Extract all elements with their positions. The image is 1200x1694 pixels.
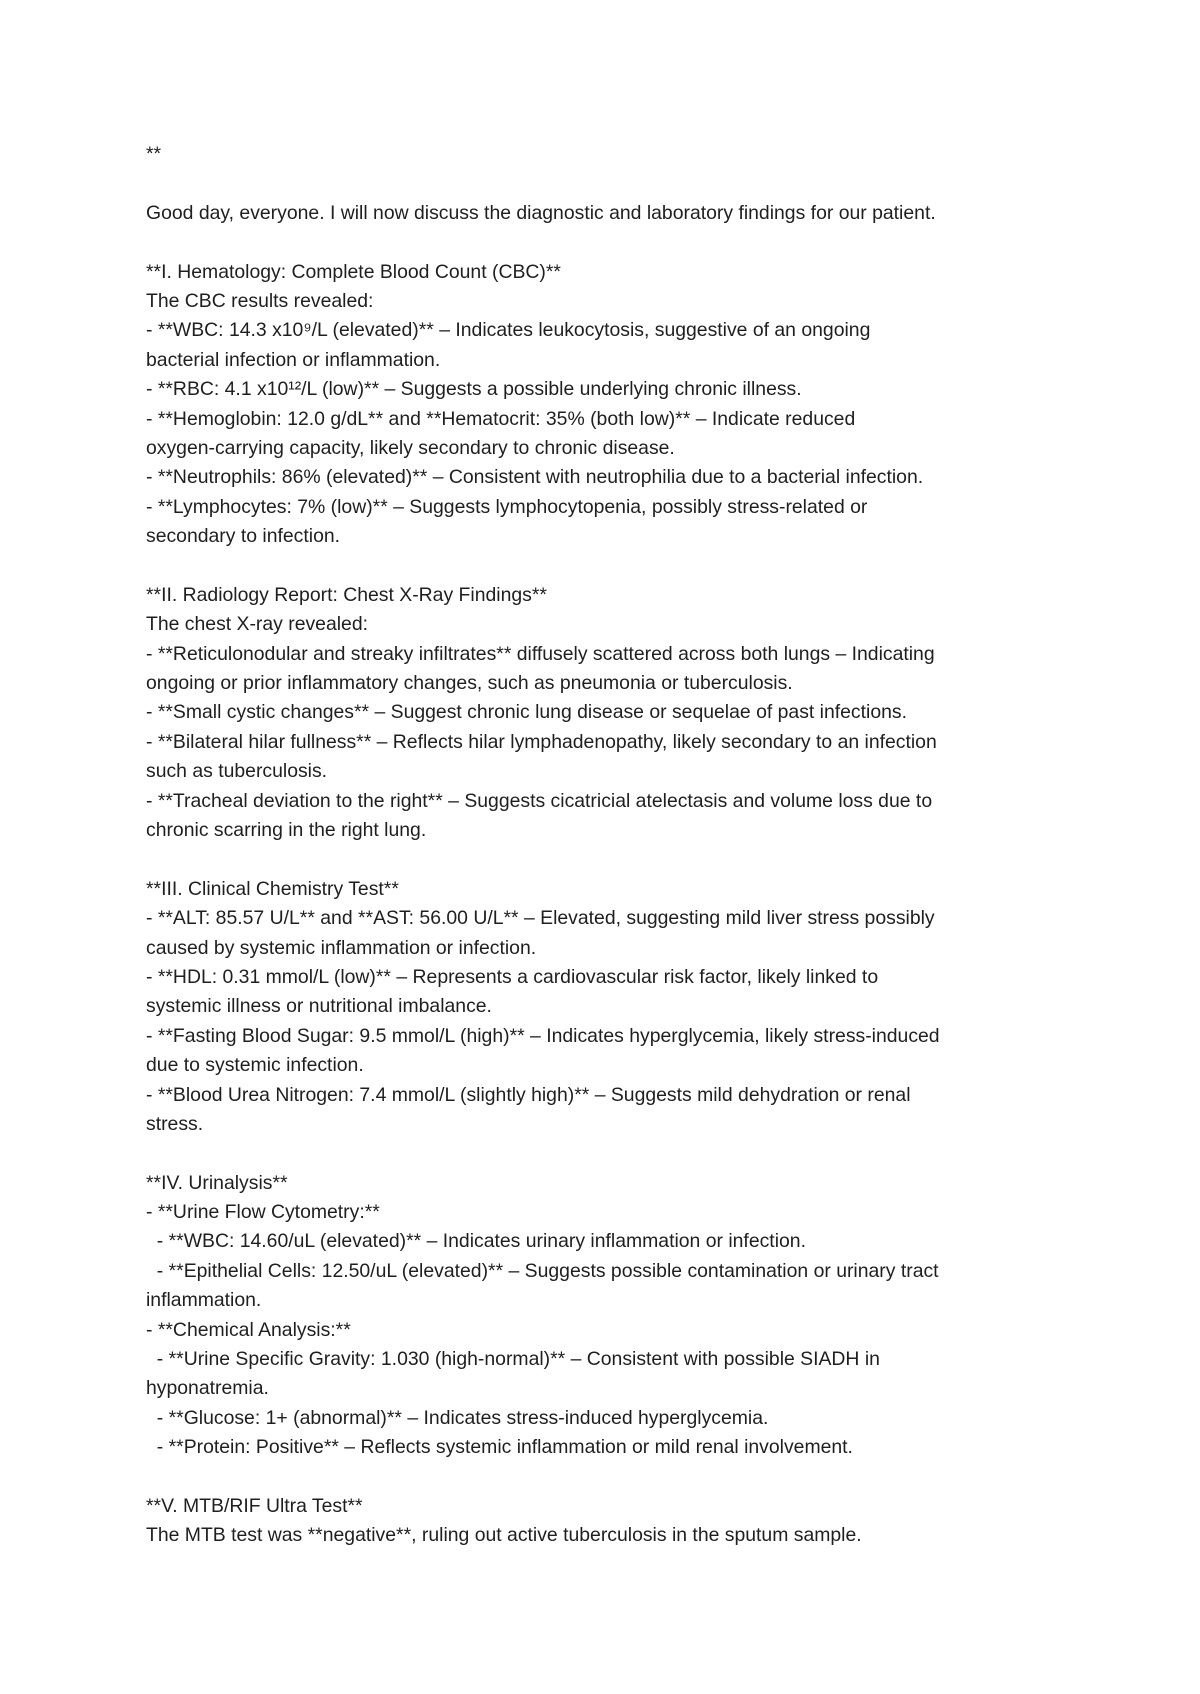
sub-list-item: - **Protein: Positive** – Reflects systemic inflammation or mild renal involvement. <box>146 1436 853 1459</box>
text-line: secondary to infection. <box>146 525 341 548</box>
text-line: caused by systemic inflammation or infection. <box>146 936 537 959</box>
blank-line <box>146 1139 1086 1168</box>
text-line: such as tuberculosis. <box>146 760 328 783</box>
list-item: - **Urine Flow Cytometry:** <box>146 1201 380 1224</box>
list-item: - **Bilateral hilar fullness** – Reflects hilar lymphadenopathy, likely secondary to an infection <box>146 730 937 753</box>
section-heading-urinalysis: **IV. Urinalysis** <box>146 1171 288 1194</box>
list-item: - **ALT: 85.57 U/L** and **AST: 56.00 U/L** – Elevated, suggesting mild liver stress possibly <box>146 907 935 930</box>
section-heading-radiology: **II. Radiology Report: Chest X-Ray Findings** <box>146 583 547 606</box>
sub-list-item: - **Epithelial Cells: 12.50/uL (elevated)** – Suggests possible contamination or urinary tract <box>146 1259 939 1282</box>
intro-paragraph: Good day, everyone. I will now discuss the diagnostic and laboratory findings for our patient. <box>146 201 936 224</box>
text-line: stress. <box>146 1112 204 1135</box>
list-item: - **HDL: 0.31 mmol/L (low)** – Represents a cardiovascular risk factor, likely linked to <box>146 965 879 988</box>
text-line: The MTB test was **negative**, ruling out active tuberculosis in the sputum sample. <box>146 1524 862 1547</box>
text-line: ongoing or prior inflammatory changes, such as pneumonia or tuberculosis. <box>146 672 793 695</box>
list-item: - **Fasting Blood Sugar: 9.5 mmol/L (high)** – Indicates hyperglycemia, likely stress-induced <box>146 1024 940 1047</box>
list-item: - **Reticulonodular and streaky infiltrates** diffusely scattered across both lungs – Indicating <box>146 642 935 665</box>
text-line: systemic illness or nutritional imbalance. <box>146 995 492 1018</box>
blank-line <box>146 551 1086 580</box>
text-line: bacterial infection or inflammation. <box>146 348 441 371</box>
blank-line <box>146 228 1086 257</box>
list-item: - **Small cystic changes** – Suggest chronic lung disease or sequelae of past infections. <box>146 701 907 724</box>
blank-line <box>146 169 1086 198</box>
list-item: - **Neutrophils: 86% (elevated)** – Consistent with neutrophilia due to a bacterial infection. <box>146 466 924 489</box>
list-item: - **Lymphocytes: 7% (low)** – Suggests lymphocytopenia, possibly stress-related or <box>146 495 868 518</box>
text-line: oxygen-carrying capacity, likely secondary to chronic disease. <box>146 436 675 459</box>
text-line: inflammation. <box>146 1289 262 1312</box>
list-item: - **Hemoglobin: 12.0 g/dL** and **Hematocrit: 35% (both low)** – Indicate reduced <box>146 407 856 430</box>
blank-line <box>146 845 1086 874</box>
section-heading-chemistry: **III. Clinical Chemistry Test** <box>146 877 399 900</box>
blank-line <box>146 1463 1086 1492</box>
list-item: - **RBC: 4.1 x10¹²/L (low)** – Suggests a possible underlying chronic illness. <box>146 378 802 401</box>
list-item: - **Chemical Analysis:** <box>146 1318 351 1341</box>
section-heading-hematology: **I. Hematology: Complete Blood Count (CBC)** <box>146 260 561 283</box>
text-line: ** <box>146 143 162 165</box>
text-line: The CBC results revealed: <box>146 289 374 312</box>
sub-list-item: - **Glucose: 1+ (abnormal)** – Indicates stress-induced hyperglycemia. <box>146 1406 769 1429</box>
text-line: due to systemic infection. <box>146 1054 364 1077</box>
section-heading-mtb: **V. MTB/RIF Ultra Test** <box>146 1494 363 1517</box>
sub-list-item: - **Urine Specific Gravity: 1.030 (high-normal)** – Consistent with possible SIADH in <box>146 1348 880 1371</box>
text-line: chronic scarring in the right lung. <box>146 818 427 841</box>
list-item: - **WBC: 14.3 x10⁹/L (elevated)** – Indicates leukocytosis, suggestive of an ongoing <box>146 319 871 342</box>
list-item: - **Tracheal deviation to the right** – Suggests cicatricial atelectasis and volume loss due to <box>146 789 933 812</box>
sub-list-item: - **WBC: 14.60/uL (elevated)** – Indicates urinary inflammation or infection. <box>146 1230 806 1253</box>
list-item: - **Blood Urea Nitrogen: 7.4 mmol/L (slightly high)** – Suggests mild dehydration or renal <box>146 1083 911 1106</box>
text-line: The chest X-ray revealed: <box>146 613 369 636</box>
document-body <box>146 140 1086 1551</box>
text-line: hyponatremia. <box>146 1377 269 1400</box>
